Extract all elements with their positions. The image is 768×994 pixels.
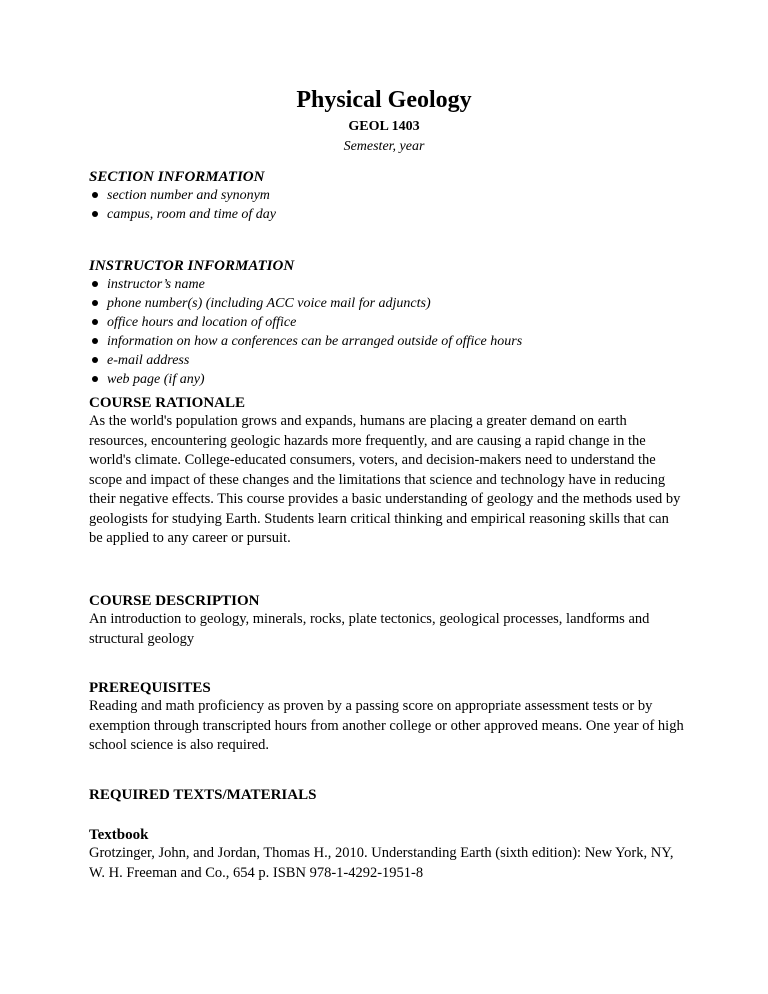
section-information-heading: SECTION INFORMATION — [89, 169, 265, 185]
prerequisites-body: Reading and math proficiency as proven by a passing score on appropriate assessment tests or by exemption through transcripted hours from another college or other approved means. One year of high school science is also required. — [89, 698, 684, 753]
prerequisites-heading: PREREQUISITES — [89, 680, 211, 696]
list-item: e-mail address — [89, 351, 522, 370]
course-rationale-heading: COURSE RATIONALE — [89, 395, 245, 411]
course-term: Semester, year — [343, 139, 425, 154]
course-description-heading: COURSE DESCRIPTION — [89, 593, 260, 609]
list-item: information on how a conferences can be arranged outside of office hours — [89, 332, 522, 351]
course-description-body: An introduction to geology, minerals, rocks, plate tectonics, geological processes, landforms and structural geology — [89, 611, 650, 647]
bullet-icon — [92, 357, 98, 363]
list-item: section number and synonym — [89, 186, 276, 205]
instructor-information-heading: INSTRUCTOR INFORMATION — [89, 258, 295, 274]
bullet-icon — [92, 376, 98, 382]
bullet-icon — [92, 192, 98, 198]
list-item: campus, room and time of day — [89, 205, 276, 224]
list-item: phone number(s) (including ACC voice mail for adjuncts) — [89, 294, 522, 313]
bullet-icon — [92, 319, 98, 325]
bullet-icon — [92, 338, 98, 344]
list-item: office hours and location of office — [89, 313, 522, 332]
list-item: instructor’s name — [89, 275, 522, 294]
section-information-list — [89, 186, 276, 224]
bullet-icon — [92, 281, 98, 287]
bullet-icon — [92, 300, 98, 306]
course-code: GEOL 1403 — [348, 119, 420, 134]
bullet-icon — [92, 211, 98, 217]
textbook-citation: Grotzinger, John, and Jordan, Thomas H., 2010. Understanding Earth (sixth edition): New York, NY, W. H. Freeman and Co., 654 p. ISBN 978-1-4292-1951-8 — [89, 845, 674, 881]
list-item: web page (if any) — [89, 370, 522, 389]
required-texts-heading: REQUIRED TEXTS/MATERIALS — [89, 787, 317, 803]
instructor-information-list — [89, 275, 522, 389]
textbook-heading: Textbook — [89, 827, 149, 843]
page-title: Physical Geology — [296, 87, 472, 113]
course-rationale-body: As the world's population grows and expands, humans are placing a greater demand on earth resources, encountering geologic hazards more frequently, and are causing a rapid change in the world's climate. College-educated consumers, voters, and decision-makers need to understand the scope and impact of these changes and the limitations that science and technology have in reducing their negative effects. This course provides a basic understanding of geology and the methods used by geologists for studying Earth. Students learn critical thinking and empirical reasoning skills that can be applied to any career or pursuit. — [89, 413, 681, 546]
